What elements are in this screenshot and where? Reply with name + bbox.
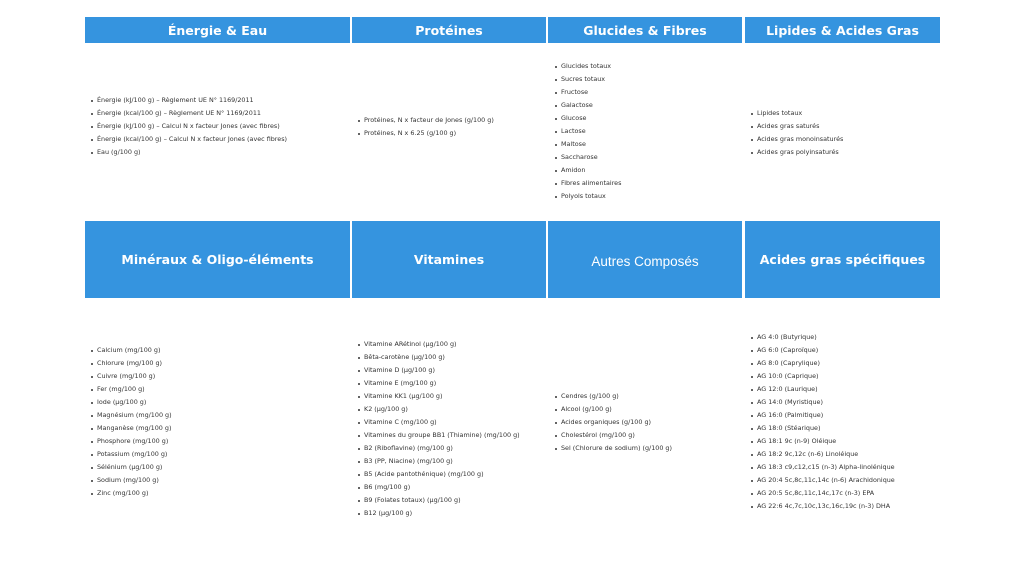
list-item: AG 8:0 (Caprylique) [751,357,895,370]
list-item: Eau (g/100 g) [91,146,287,159]
list-glucides-fibres [555,60,621,203]
list-item: Acides gras polyinsaturés [751,146,843,159]
list-item: Calcium (mg/100 g) [91,344,172,357]
header-energie-eau: Énergie & Eau [85,17,350,43]
list-item: AG 4:0 (Butyrique) [751,331,895,344]
list-item: Amidon [555,164,621,177]
list-item: Iode (µg/100 g) [91,396,172,409]
list-item: AG 10:0 (Caprique) [751,370,895,383]
header-lipides-acides-gras: Lipides & Acides Gras [745,17,940,43]
list-item: AG 16:0 (Palmitique) [751,409,895,422]
list-item: Galactose [555,99,621,112]
list-item: Cholestérol (mg/100 g) [555,429,672,442]
list-item: K2 (µg/100 g) [358,403,520,416]
list-item: Sel (Chlorure de sodium) (g/100 g) [555,442,672,455]
list-item: Magnésium (mg/100 g) [91,409,172,422]
list-vitamines [358,338,520,520]
list-item: Bêta-carotène (µg/100 g) [358,351,520,364]
list-item: AG 18:1 9c (n-9) Oléique [751,435,895,448]
header-proteines: Protéines [352,17,546,43]
list-proteines [358,114,494,140]
list-item: Saccharose [555,151,621,164]
list-item: Énergie (kJ/100 g) – Calcul N x facteur Jones (avec fibres) [91,120,287,133]
list-item: Lipides totaux [751,107,843,120]
list-item: AG 12:0 (Laurique) [751,383,895,396]
list-item: Acides organiques (g/100 g) [555,416,672,429]
list-item: Sodium (mg/100 g) [91,474,172,487]
list-item: AG 18:3 c9,c12,c15 (n-3) Alpha-linolénique [751,461,895,474]
list-item: Fer (mg/100 g) [91,383,172,396]
list-item: Sélénium (µg/100 g) [91,461,172,474]
list-item: Fibres alimentaires [555,177,621,190]
list-item: Cendres (g/100 g) [555,390,672,403]
list-mineraux-oligo-elements [91,344,172,500]
list-item: AG 18:2 9c,12c (n-6) Linoléique [751,448,895,461]
list-item: Maltose [555,138,621,151]
list-item: Vitamine KK1 (µg/100 g) [358,390,520,403]
list-item: Vitamine D (µg/100 g) [358,364,520,377]
list-item: Énergie (kcal/100 g) – Règlement UE N° 1169/2011 [91,107,287,120]
list-item: Vitamine E (mg/100 g) [358,377,520,390]
list-item: Acides gras saturés [751,120,843,133]
list-item: Protéines, N x 6.25 (g/100 g) [358,127,494,140]
list-item: Vitamine C (mg/100 g) [358,416,520,429]
list-item: Phosphore (mg/100 g) [91,435,172,448]
list-energie-eau [91,94,287,159]
list-item: Alcool (g/100 g) [555,403,672,416]
list-item: Manganèse (mg/100 g) [91,422,172,435]
list-item: AG 22:6 4c,7c,10c,13c,16c,19c (n-3) DHA [751,500,895,513]
list-item: Glucose [555,112,621,125]
list-item: Potassium (mg/100 g) [91,448,172,461]
list-item: B6 (mg/100 g) [358,481,520,494]
header-glucides-fibres: Glucides & Fibres [548,17,742,43]
list-item: Énergie (kJ/100 g) – Règlement UE N° 1169/2011 [91,94,287,107]
list-item: Vitamine ARétinol (µg/100 g) [358,338,520,351]
list-item: Fructose [555,86,621,99]
list-item: B2 (Riboflavine) (mg/100 g) [358,442,520,455]
list-item: Zinc (mg/100 g) [91,487,172,500]
list-acides-gras-specifiques [751,331,895,513]
list-item: AG 20:5 5c,8c,11c,14c,17c (n-3) EPA [751,487,895,500]
header-acides-gras-specifiques: Acides gras spécifiques [745,221,940,298]
list-item: AG 14:0 (Myristique) [751,396,895,409]
list-item: Lactose [555,125,621,138]
list-item: Chlorure (mg/100 g) [91,357,172,370]
list-item: B5 (Acide pantothénique) (mg/100 g) [358,468,520,481]
list-item: Acides gras monoinsaturés [751,133,843,146]
list-autres-composes [555,390,672,455]
list-item: Polyols totaux [555,190,621,203]
list-item: AG 6:0 (Caproïque) [751,344,895,357]
list-item: B3 (PP, Niacine) (mg/100 g) [358,455,520,468]
list-item: Énergie (kcal/100 g) – Calcul N x facteur Jones (avec fibres) [91,133,287,146]
list-item: B12 (µg/100 g) [358,507,520,520]
list-item: Cuivre (mg/100 g) [91,370,172,383]
list-item: AG 18:0 (Stéarique) [751,422,895,435]
list-item: Sucres totaux [555,73,621,86]
header-autres-composes: Autres Composés [548,221,742,298]
list-item: Vitamines du groupe BB1 (Thiamine) (mg/100 g) [358,429,520,442]
list-item: Glucides totaux [555,60,621,73]
header-vitamines: Vitamines [352,221,546,298]
list-lipides-acides-gras [751,107,843,159]
list-item: AG 20:4 5c,8c,11c,14c (n-6) Arachidonique [751,474,895,487]
list-item: B9 (Folates totaux) (µg/100 g) [358,494,520,507]
header-mineraux-oligo-elements: Minéraux & Oligo-éléments [85,221,350,298]
list-item: Protéines, N x facteur de Jones (g/100 g) [358,114,494,127]
